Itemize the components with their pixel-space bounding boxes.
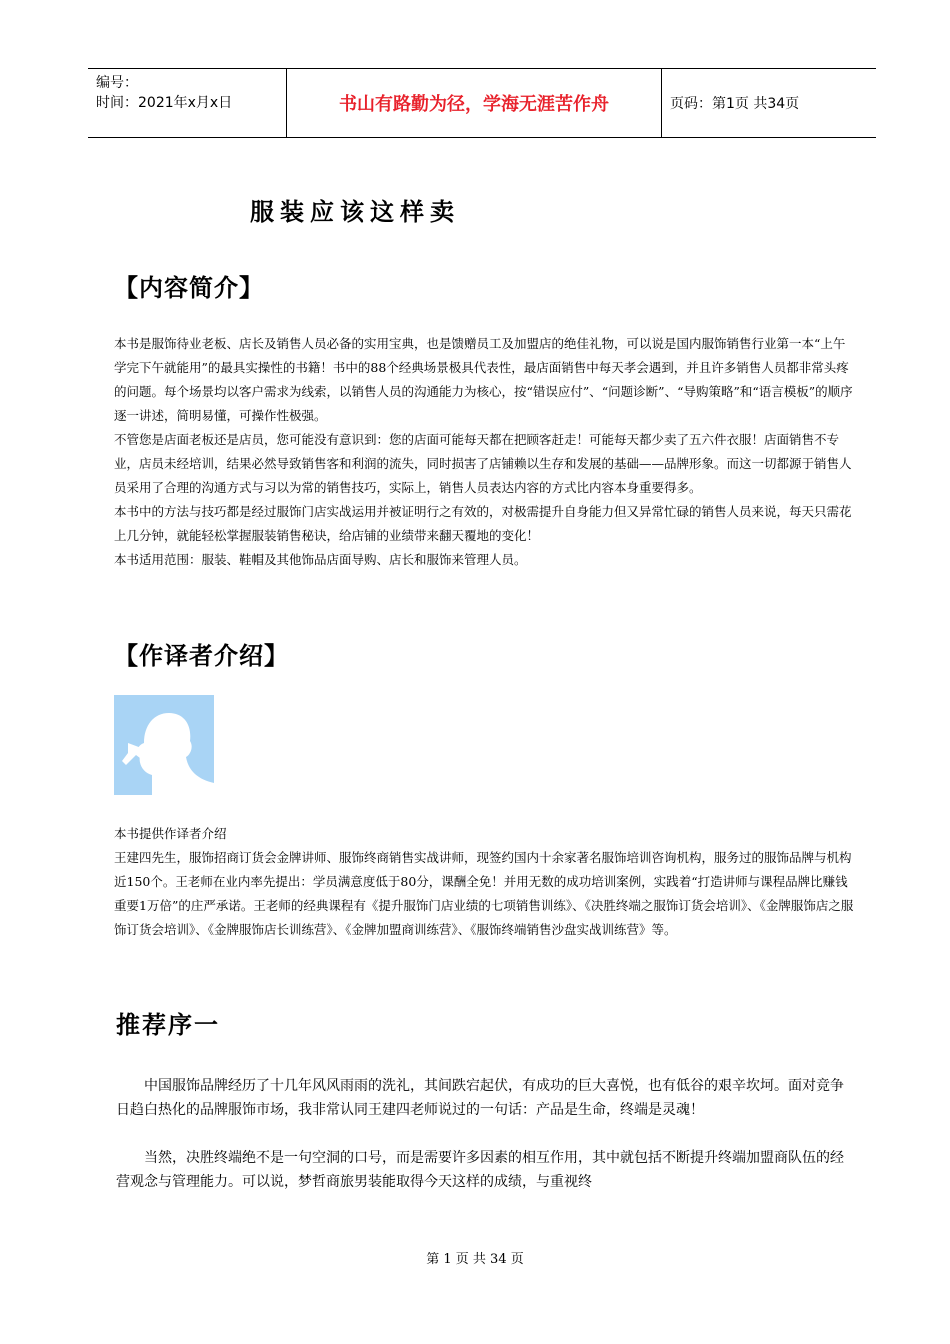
header-number: 编号： <box>96 75 138 91</box>
author-paragraph: 本书提供作译者介绍 <box>114 826 227 841</box>
header-motto: 书山有路勤为径，学海无涯苦作舟 <box>286 69 662 137</box>
author-body <box>114 822 856 942</box>
intro-paragraph: 不管您是店面老板还是店员，您可能没有意识到：您的店面可能每天都在把顾客赶走！可能每天都少卖了五六件衣服！店面销售不专业，店员未经培训，结果必然导致销售客和利润的流失，同时损害了店铺赖以生存和发展的基础——品牌形象。而这一切都源于销售人员采用了合理的沟通方式与习以为常的销售技巧，实际上，销售人员表达内容的方式比内容本身重要得多。 <box>114 432 852 495</box>
header-time: 时间：2021年x月x日 <box>96 95 233 111</box>
header-page: 页码：第1页 共34页 <box>670 96 800 112</box>
intro-body <box>114 332 856 572</box>
intro-paragraph: 本书中的方法与技巧都是经过服饰门店实战运用并被证明行之有效的，对极需提升自身能力但又异常忙碌的销售人员来说，每天只需花上几分钟，就能轻松掌握服装销售秘诀，给店铺的业绩带来翻天覆地的变化！ <box>114 504 852 543</box>
intro-paragraph: 本书是服饰待业老板、店长及销售人员必备的实用宝典，也是馈赠员工及加盟店的绝佳礼物，可以说是国内服饰销售行业第一本“上午学完下午就能用”的最具实操性的书籍！书中的88个经典场景极具代表性，最店面销售中每天孝会遇到，并且许多销售人员都非常头疼的问题。每个场景均以客户需求为线索，以销售人员的沟通能力为核心，按“错误应付”、“问题诊断”、“导购策略”和“语言模板”的顺序逐一讲述，简明易懂，可操作性极强。 <box>114 336 853 423</box>
recommend-body <box>116 1074 856 1194</box>
document-header <box>88 68 876 138</box>
page-footer: 第 1 页 共 34 页 <box>426 1252 524 1267</box>
person-silhouette-icon <box>114 695 214 795</box>
recommend-paragraph: 当然，决胜终端绝不是一句空洞的口号，而是需要许多因素的相互作用，其中就包括不断提升终端加盟商队伍的经营观念与管理能力。可以说，梦哲商旅男装能取得今天这样的成绩，与重视终 <box>116 1150 844 1190</box>
author-paragraph: 王建四先生，服饰招商订货会金牌讲师、服饰终商销售实战讲师，现签约国内十余家著名服饰培训咨询机构，服务过的服饰品牌与机构近150个。王老师在业内率先提出：学员满意度低于80分，课酬全免！并用无数的成功培训案例，实践着“打造讲师与课程品牌比赚钱重要1万倍”的庄严承诺。王老师的经典课程有《提升服饰门店业绩的七项销售训练》、《决胜终端之服饰订货会培训》、《金牌服饰店之服饰订货会培训》、《金牌服饰店长训练营》、《金牌加盟商训练营》、《服饰终端销售沙盘实战训练营》等。 <box>114 850 854 937</box>
intro-heading: 【内容简介】 <box>114 274 264 302</box>
author-heading: 【作译者介绍】 <box>114 642 289 670</box>
document-title: 服装应该这样卖 <box>250 197 460 226</box>
intro-paragraph: 本书适用范围：服装、鞋帽及其他饰品店面导购、店长和服饰来管理人员。 <box>114 552 527 567</box>
recommend-paragraph: 中国服饰品牌经历了十几年风风雨雨的洗礼，其间跌宕起伏，有成功的巨大喜悦，也有低谷的艰辛坎坷。面对竞争日趋白热化的品牌服饰市场，我非常认同王建四老师说过的一句话：产品是生命，终端是灵魂！ <box>116 1078 844 1118</box>
header-meta <box>88 69 286 137</box>
recommend-heading: 推荐序一 <box>116 1010 220 1039</box>
